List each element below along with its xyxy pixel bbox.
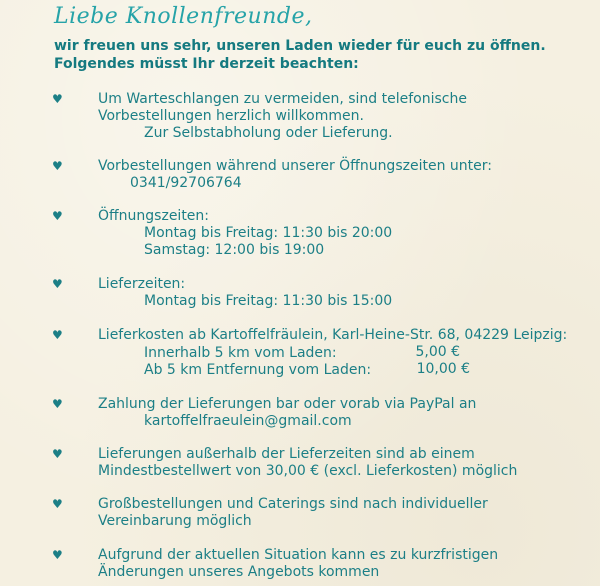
changes-line-2: Änderungen unseres Angebots kommen bbox=[98, 564, 380, 580]
outside-hours-line-1: Lieferungen außerhalb der Lieferzeiten sind ab einem bbox=[98, 446, 475, 462]
outside-hours-line-2: Mindestbestellwert von 30,00 € (excl. Lieferkosten) möglich bbox=[98, 463, 518, 479]
phone-item-line-2: Vorbestellungen herzlich willkommen. bbox=[98, 108, 364, 124]
phone-item-line-1: Um Warteschlangen zu vermeiden, sind telefonische bbox=[98, 91, 467, 107]
heart-icon: ♥ bbox=[52, 209, 63, 223]
delivery-times-title: Lieferzeiten: bbox=[98, 276, 186, 292]
heart-icon: ♥ bbox=[52, 497, 63, 511]
delivery-costs-far-label: Ab 5 km Entfernung vom Laden: bbox=[144, 362, 372, 378]
delivery-times-weekdays: Montag bis Freitag: 11:30 bis 15:00 bbox=[144, 293, 393, 309]
heart-icon: ♥ bbox=[52, 92, 63, 106]
preorder-item-line-1: Vorbestellungen während unserer Öffnungszeiten unter: bbox=[98, 158, 492, 174]
catering-line-2: Vereinbarung möglich bbox=[98, 513, 252, 529]
heart-icon: ♥ bbox=[52, 447, 63, 461]
preorder-phone-number: 0341/92706764 bbox=[130, 175, 242, 191]
heart-icon: ♥ bbox=[52, 328, 63, 342]
payment-email: kartoffelfraeulein@gmail.com bbox=[144, 413, 352, 429]
payment-line-1: Zahlung der Lieferungen bar oder vorab via PayPal an bbox=[98, 396, 477, 412]
delivery-costs-far-price: 10,00 € bbox=[416, 361, 470, 377]
phone-item-line-3: Zur Selbstabholung oder Lieferung. bbox=[144, 125, 393, 141]
hours-title: Öffnungszeiten: bbox=[98, 208, 210, 224]
catering-line-1: Großbestellungen und Caterings sind nach individueller bbox=[98, 496, 488, 512]
hours-saturday: Samstag: 12:00 bis 19:00 bbox=[144, 242, 325, 258]
hours-weekdays: Montag bis Freitag: 11:30 bis 20:00 bbox=[144, 225, 393, 241]
heart-icon: ♥ bbox=[52, 397, 63, 411]
greeting-heading: Liebe Knollenfreunde, bbox=[54, 4, 313, 29]
heart-icon: ♥ bbox=[52, 159, 63, 173]
changes-line-1: Aufgrund der aktuellen Situation kann es zu kurzfristigen bbox=[98, 547, 499, 563]
heart-icon: ♥ bbox=[52, 277, 63, 291]
delivery-costs-line-1: Lieferkosten ab Kartoffelfräulein, Karl-Heine-Str. 68, 04229 Leipzig: bbox=[98, 327, 568, 343]
intro-line-2: Folgendes müsst Ihr derzeit beachten: bbox=[54, 56, 359, 72]
delivery-costs-near-label: Innerhalb 5 km vom Laden: bbox=[144, 345, 337, 361]
delivery-costs-near-price: 5,00 € bbox=[415, 344, 460, 360]
heart-icon: ♥ bbox=[52, 548, 63, 562]
intro-line-1: wir freuen uns sehr, unseren Laden wieder für euch zu öffnen. bbox=[54, 38, 546, 54]
